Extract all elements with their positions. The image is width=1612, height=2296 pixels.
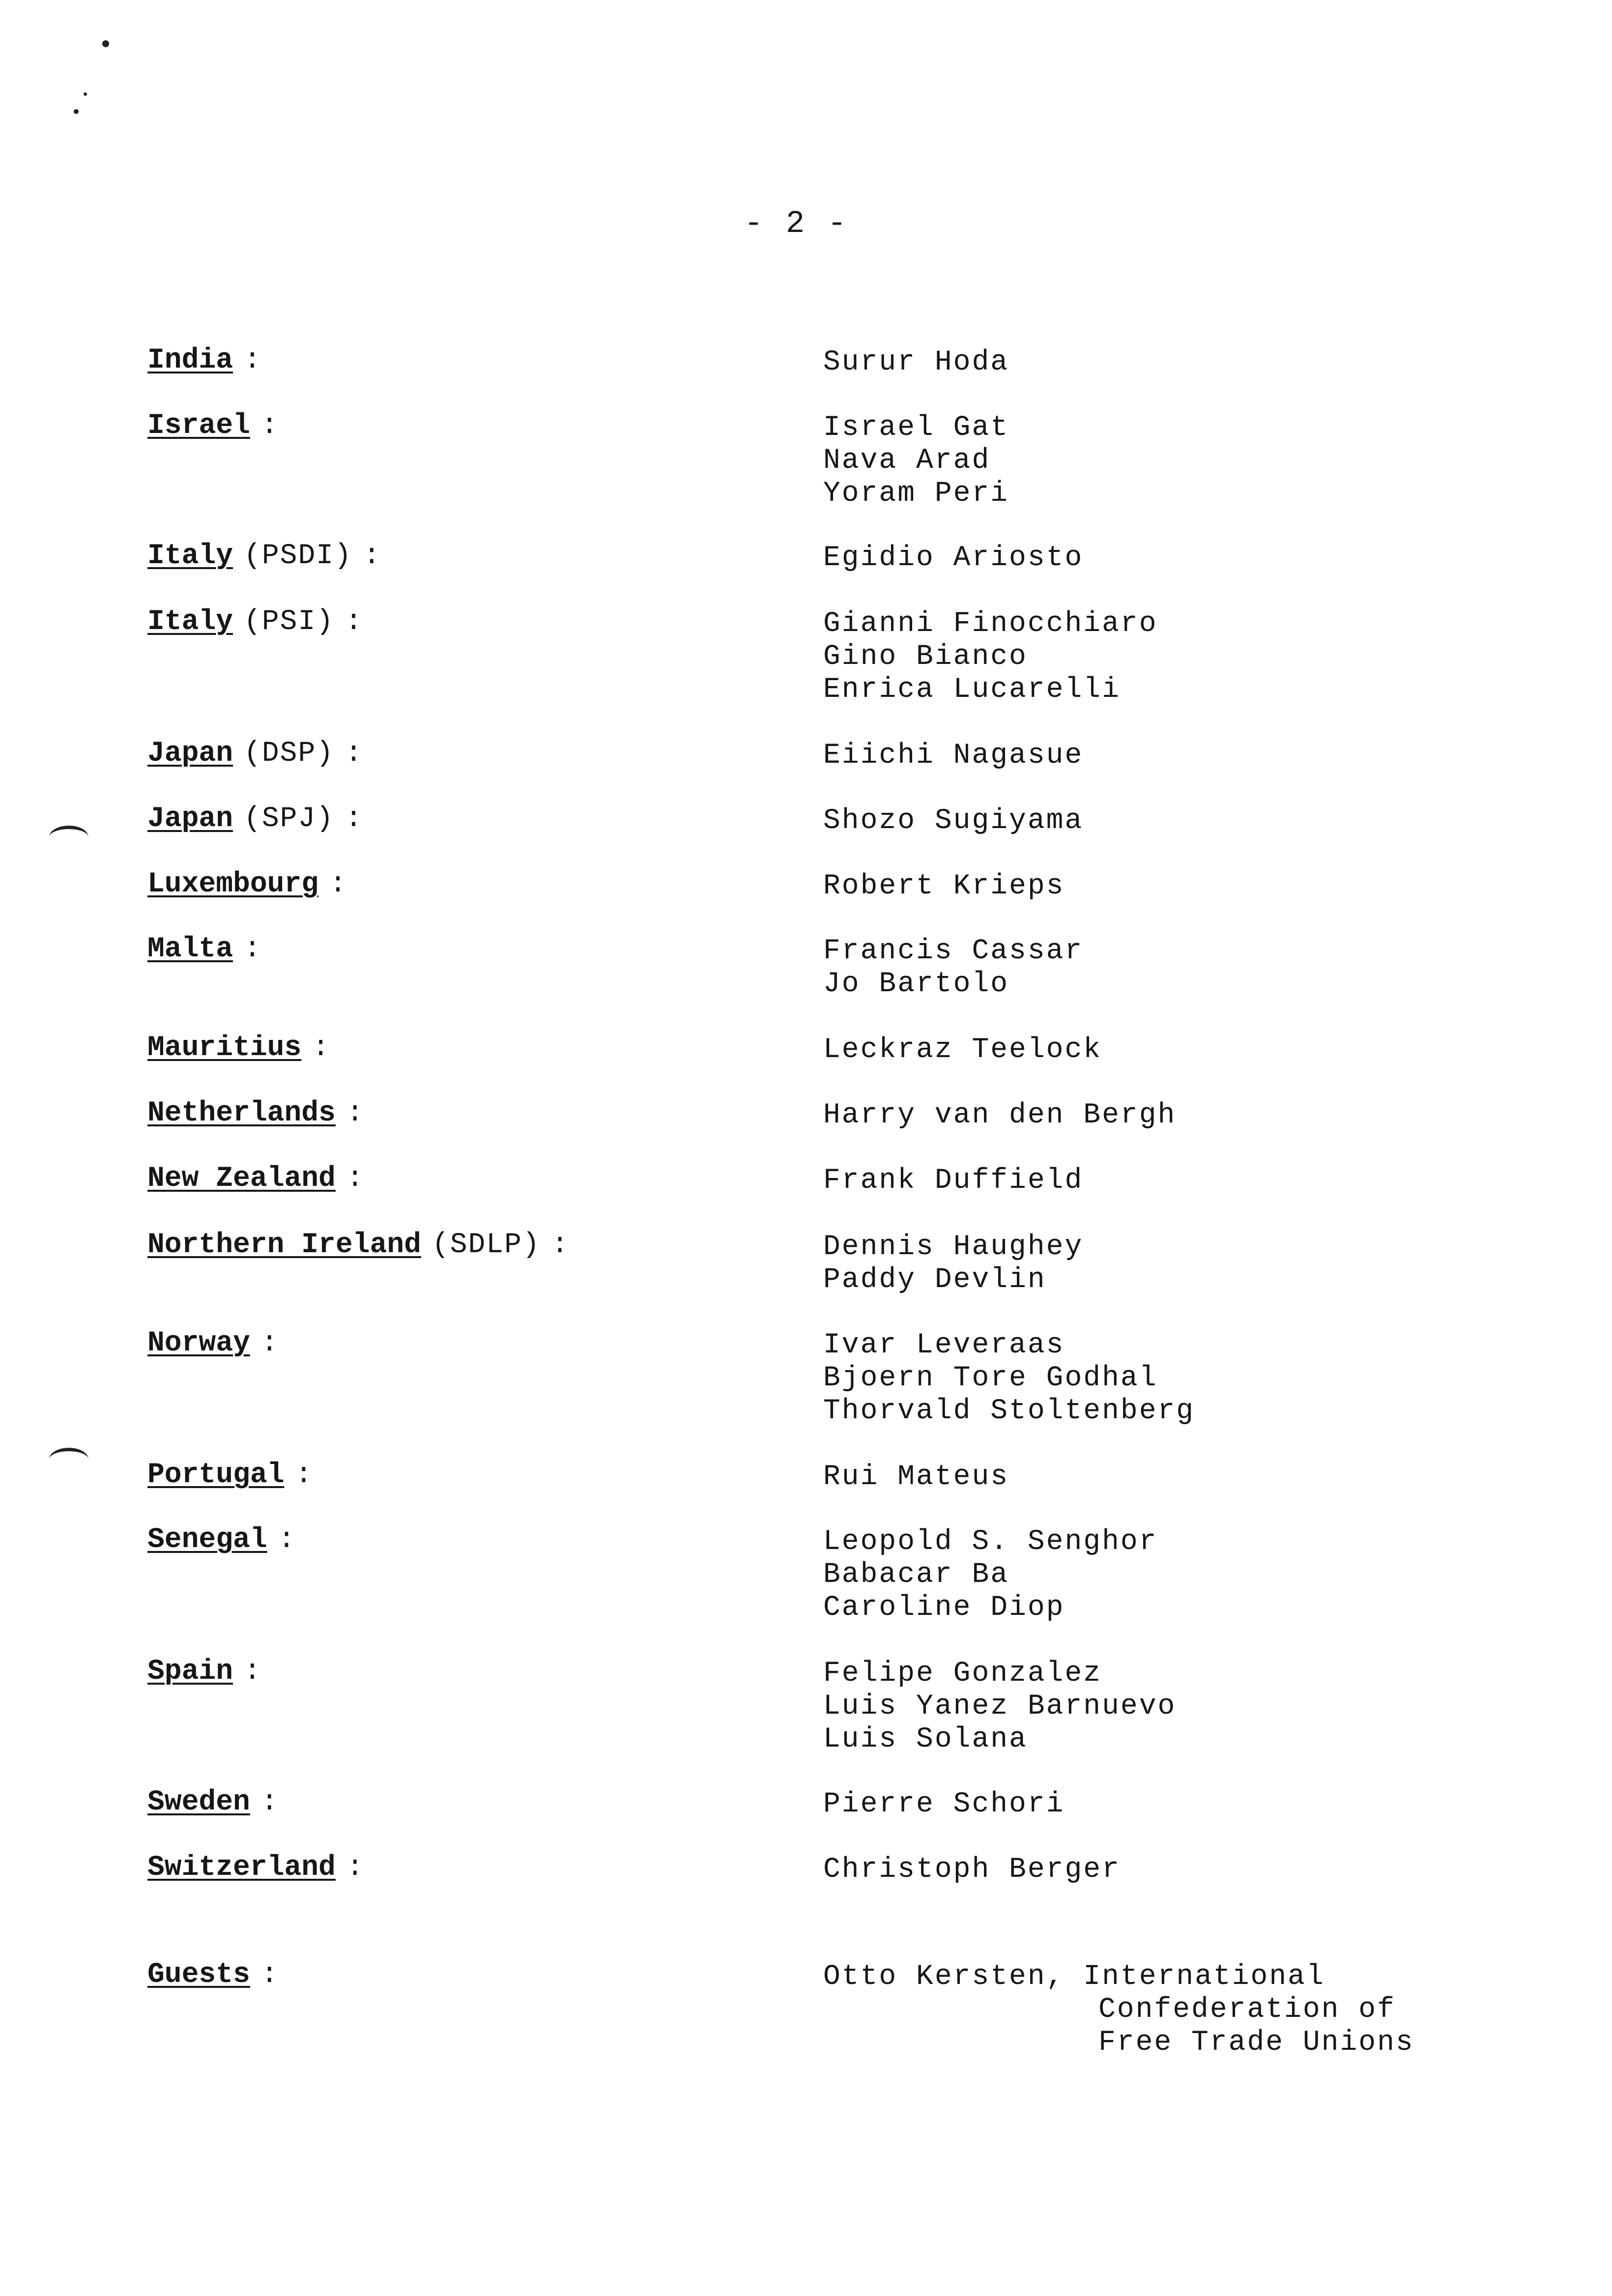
colon: : <box>346 1163 364 1195</box>
delegate-name: Egidio Ariosto <box>823 542 1084 574</box>
delegate-name: Felipe Gonzalez <box>823 1658 1102 1690</box>
colon: : <box>260 1786 278 1818</box>
colon: : <box>346 1852 364 1884</box>
colon: : <box>244 1656 261 1688</box>
delegate-name: Francis Cassar <box>823 935 1084 967</box>
country-label <box>147 868 346 901</box>
delegate-name: Enrica Lucarelli <box>823 674 1121 706</box>
country-name: Spain <box>147 1656 233 1688</box>
colon: : <box>345 738 362 770</box>
colon: : <box>329 868 346 900</box>
delegate-name: Bjoern Tore Godhal <box>823 1362 1158 1394</box>
colon: : <box>345 606 362 638</box>
country-name: Norway <box>147 1327 250 1359</box>
party-name: (SPJ) <box>244 803 335 835</box>
country-label <box>147 1459 312 1492</box>
colon: : <box>244 933 261 965</box>
delegate-name: Christoph Berger <box>823 1854 1121 1886</box>
colon: : <box>551 1229 569 1261</box>
delegate-name: Robert Krieps <box>823 870 1065 902</box>
country-label <box>147 344 261 377</box>
delegate-names <box>823 870 1065 903</box>
delegate-name: Thorvald Stoltenberg <box>823 1395 1195 1427</box>
punch-hole-mark <box>84 92 87 96</box>
colon: : <box>260 410 278 442</box>
guest-name: Otto Kersten, <box>823 1961 1065 1993</box>
delegate-name: Luis Yanez Barnuevo <box>823 1691 1177 1722</box>
delegate-names <box>823 1329 1195 1428</box>
delegate-names <box>823 607 1158 706</box>
guest-names <box>823 1960 1414 2059</box>
delegate-names <box>823 542 1083 574</box>
country-name: Italy <box>147 540 233 572</box>
country-name: Italy <box>147 606 233 638</box>
delegate-names <box>823 739 1083 772</box>
country-label <box>147 1327 278 1360</box>
country-name: Malta <box>147 933 233 965</box>
delegate-name: Paddy Devlin <box>823 1264 1046 1296</box>
delegate-name: Dennis Haughey <box>823 1231 1084 1263</box>
punch-hole-mark <box>74 109 79 114</box>
colon: : <box>346 1097 364 1129</box>
delegate-names <box>823 1525 1158 1624</box>
country-name: Senegal <box>147 1524 267 1556</box>
delegate-names <box>823 1033 1102 1066</box>
country-name: Portugal <box>147 1459 285 1491</box>
party-name: (SDLP) <box>432 1229 541 1261</box>
delegate-name: Gianni Finocchiaro <box>823 608 1158 640</box>
delegate-names <box>823 804 1083 837</box>
guest-line <box>823 1960 1414 1993</box>
delegate-name: Luis Solana <box>823 1723 1028 1755</box>
country-label <box>147 933 261 966</box>
delegate-name: Caroline Diop <box>823 1592 1065 1624</box>
delegate-name: Gino Bianco <box>823 641 1028 673</box>
country-label <box>147 803 362 836</box>
punch-hole-mark <box>102 40 109 47</box>
country-name: Luxembourg <box>147 868 319 900</box>
delegate-names <box>823 346 1009 379</box>
country-name: Japan <box>147 738 233 770</box>
country-label <box>147 1162 364 1196</box>
country-name: Mauritius <box>147 1032 302 1064</box>
delegate-name: Pierre Schori <box>823 1788 1065 1820</box>
delegate-names <box>823 411 1009 510</box>
country-name: Netherlands <box>147 1097 336 1129</box>
delegate-names <box>823 1788 1065 1821</box>
delegate-name: Israel Gat <box>823 412 1009 444</box>
guest-organization: International <box>1083 1961 1325 1993</box>
country-name: India <box>147 344 233 376</box>
country-label <box>147 1032 329 1065</box>
guests-label <box>147 1958 278 1992</box>
colon: : <box>312 1032 330 1064</box>
country-name: Israel <box>147 410 250 442</box>
country-name: Switzerland <box>147 1852 336 1884</box>
delegate-name: Surur Hoda <box>823 346 1009 378</box>
delegate-name: Babacar Ba <box>823 1559 1009 1591</box>
party-name: (PSI) <box>244 606 335 638</box>
margin-arc-mark <box>49 1448 88 1471</box>
country-label <box>147 1097 364 1130</box>
colon: : <box>260 1327 278 1359</box>
colon: : <box>278 1524 295 1556</box>
delegate-names <box>823 935 1083 1001</box>
country-name: Sweden <box>147 1786 250 1818</box>
delegate-name: Harry van den Bergh <box>823 1099 1177 1131</box>
delegate-name: Rui Mateus <box>823 1461 1009 1493</box>
country-label <box>147 1786 278 1819</box>
country-label <box>147 1523 295 1557</box>
delegate-name: Yoram Peri <box>823 478 1009 510</box>
delegate-name: Eiichi Nagasue <box>823 740 1084 772</box>
country-name: Northern Ireland <box>147 1229 421 1261</box>
country-label <box>147 1229 569 1262</box>
colon: : <box>260 1959 278 1991</box>
delegate-name: Frank Duffield <box>823 1165 1084 1197</box>
page-number: - 2 - <box>744 206 849 242</box>
country-label <box>147 737 362 771</box>
guests-heading: Guests <box>147 1959 250 1991</box>
delegate-name: Nava Arad <box>823 445 991 477</box>
delegate-name: Leopold S. Senghor <box>823 1526 1158 1558</box>
delegate-name: Leckraz Teelock <box>823 1034 1102 1066</box>
delegate-names <box>823 1231 1083 1296</box>
guest-organization: Free Trade Unions <box>1098 2027 1414 2059</box>
delegate-name: Ivar Leveraas <box>823 1329 1065 1361</box>
country-label <box>147 409 278 443</box>
delegate-name: Jo Bartolo <box>823 968 1009 1000</box>
colon: : <box>295 1459 313 1491</box>
delegate-name: Shozo Sugiyama <box>823 805 1084 837</box>
country-label <box>147 1655 261 1689</box>
country-label <box>147 605 362 639</box>
margin-arc-mark <box>49 826 88 849</box>
delegate-names <box>823 1461 1009 1493</box>
delegate-names <box>823 1099 1176 1132</box>
guest-organization: Confederation of <box>1098 1994 1396 2026</box>
colon: : <box>244 344 261 376</box>
colon: : <box>345 803 362 835</box>
country-label <box>147 1851 364 1885</box>
party-name: (PSDI) <box>244 540 352 572</box>
country-name: New Zealand <box>147 1163 336 1195</box>
delegate-names <box>823 1164 1083 1197</box>
delegate-names <box>823 1657 1176 1756</box>
party-name: (DSP) <box>244 738 335 770</box>
colon: : <box>363 540 380 572</box>
country-name: Japan <box>147 803 233 835</box>
country-label <box>147 540 380 573</box>
delegate-names <box>823 1853 1121 1886</box>
